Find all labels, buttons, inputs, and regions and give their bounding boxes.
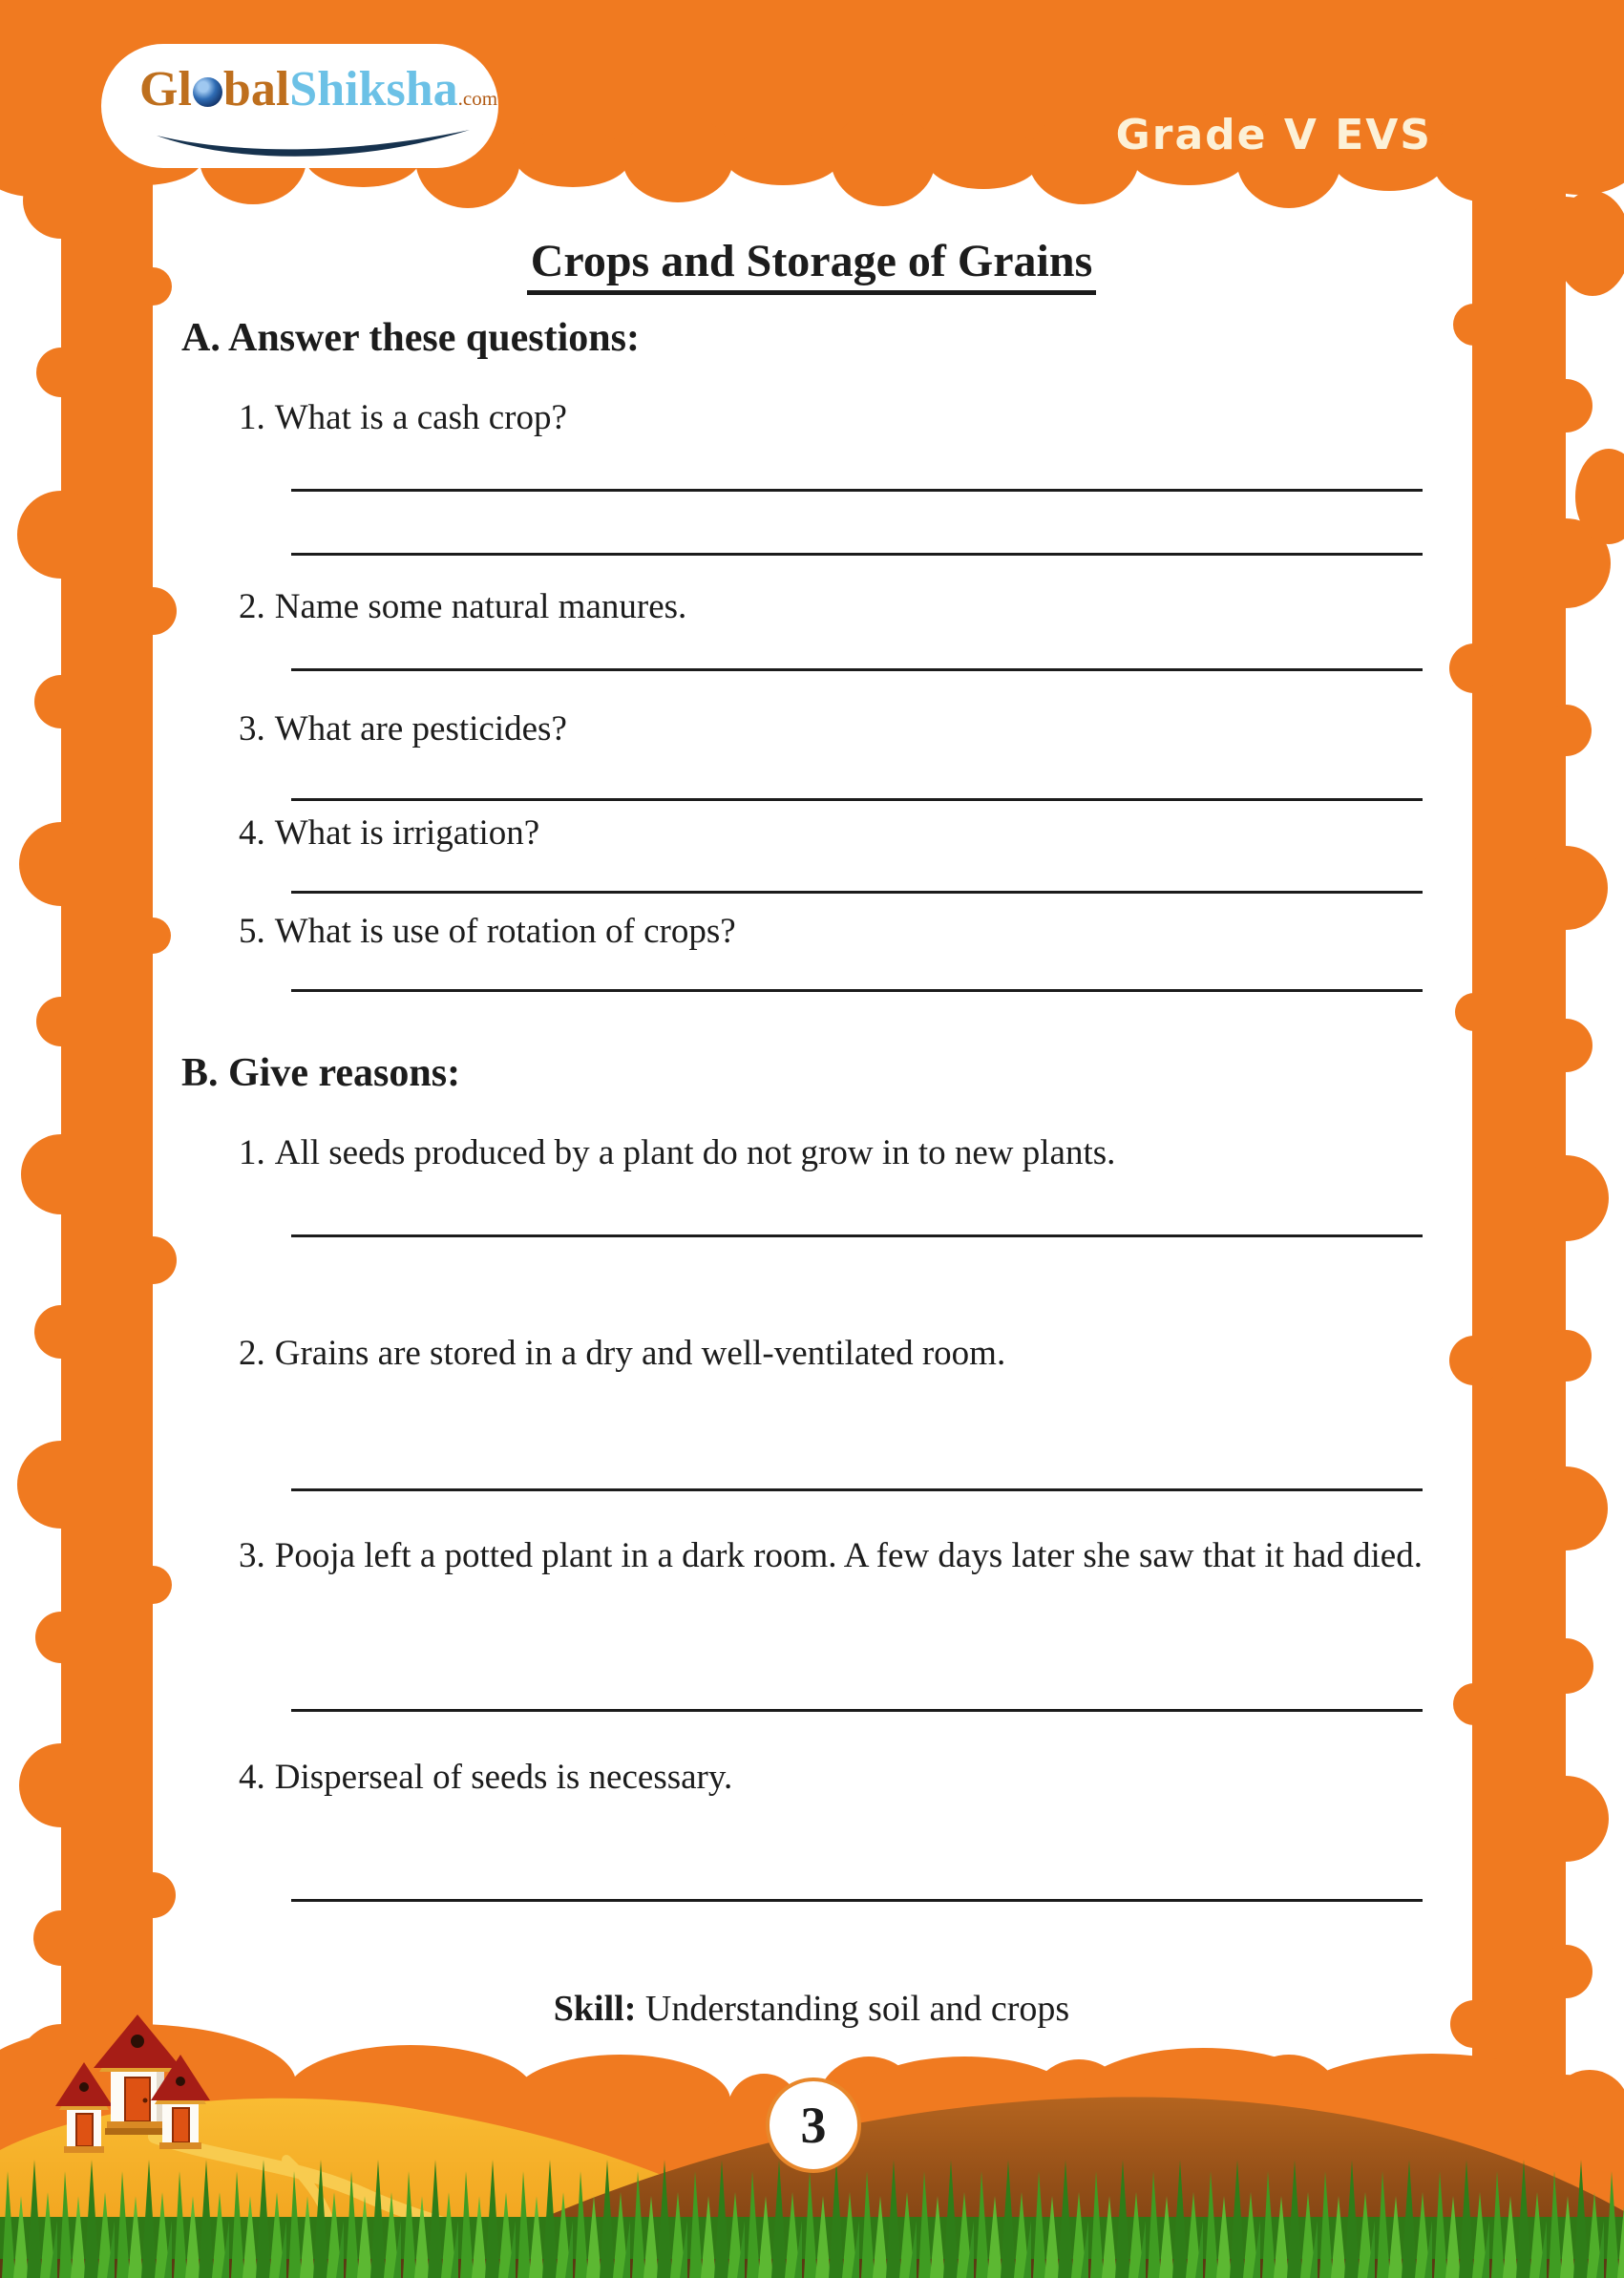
question-a5: 5. What is use of rotation of crops?: [239, 912, 736, 951]
question-b3: 3. Pooja left a potted plant in a dark room. A few days later she saw that it had died.: [239, 1536, 1423, 1575]
section-a-heading: A. Answer these questions:: [181, 316, 640, 360]
globe-icon: [193, 77, 222, 107]
answer-line: [291, 1234, 1423, 1237]
left-border: [17, 124, 177, 2158]
answer-line: [291, 1709, 1423, 1712]
question-a1: 1. What is a cash crop?: [239, 398, 567, 437]
page-title: Crops and Storage of Grains: [527, 235, 1097, 295]
answer-line: [291, 1488, 1423, 1491]
globalshiksha-logo: [101, 44, 498, 168]
question-b4: 4. Disperseal of seeds is necessary.: [239, 1758, 733, 1797]
answer-line: [291, 1899, 1423, 1902]
logo-part-global: Gl: [139, 62, 192, 116]
answer-line: [291, 668, 1423, 671]
right-border: [1449, 124, 1624, 2205]
page-number-badge: 3: [766, 2078, 861, 2173]
title-wrap: [153, 235, 1470, 295]
answer-line: [291, 989, 1423, 992]
skill-text: Understanding soil and crops: [636, 1989, 1070, 2029]
question-b2: 2. Grains are stored in a dry and well-ventilated room.: [239, 1334, 1006, 1373]
answer-line: [291, 891, 1423, 894]
section-b-heading: B. Give reasons:: [181, 1051, 461, 1095]
book-swoosh-icon: [151, 124, 475, 162]
grade-label: Grade V EVS: [1115, 111, 1432, 159]
question-a2: 2. Name some natural manures.: [239, 587, 687, 626]
answer-line: [291, 553, 1423, 556]
logo-suffix: .com: [457, 87, 498, 110]
skill-note: [153, 1988, 1470, 2030]
skill-label: Skill:: [553, 1989, 637, 2029]
logo-text: Gl balShiksha.com: [139, 62, 498, 116]
logo-part-shiksha: Shiksha: [289, 62, 458, 116]
question-a4: 4. What is irrigation?: [239, 813, 540, 853]
answer-line: [291, 798, 1423, 801]
question-a3: 3. What are pesticides?: [239, 709, 567, 749]
question-b1: 1. All seeds produced by a plant do not grow in to new plants.: [239, 1133, 1116, 1172]
answer-line: [291, 489, 1423, 492]
